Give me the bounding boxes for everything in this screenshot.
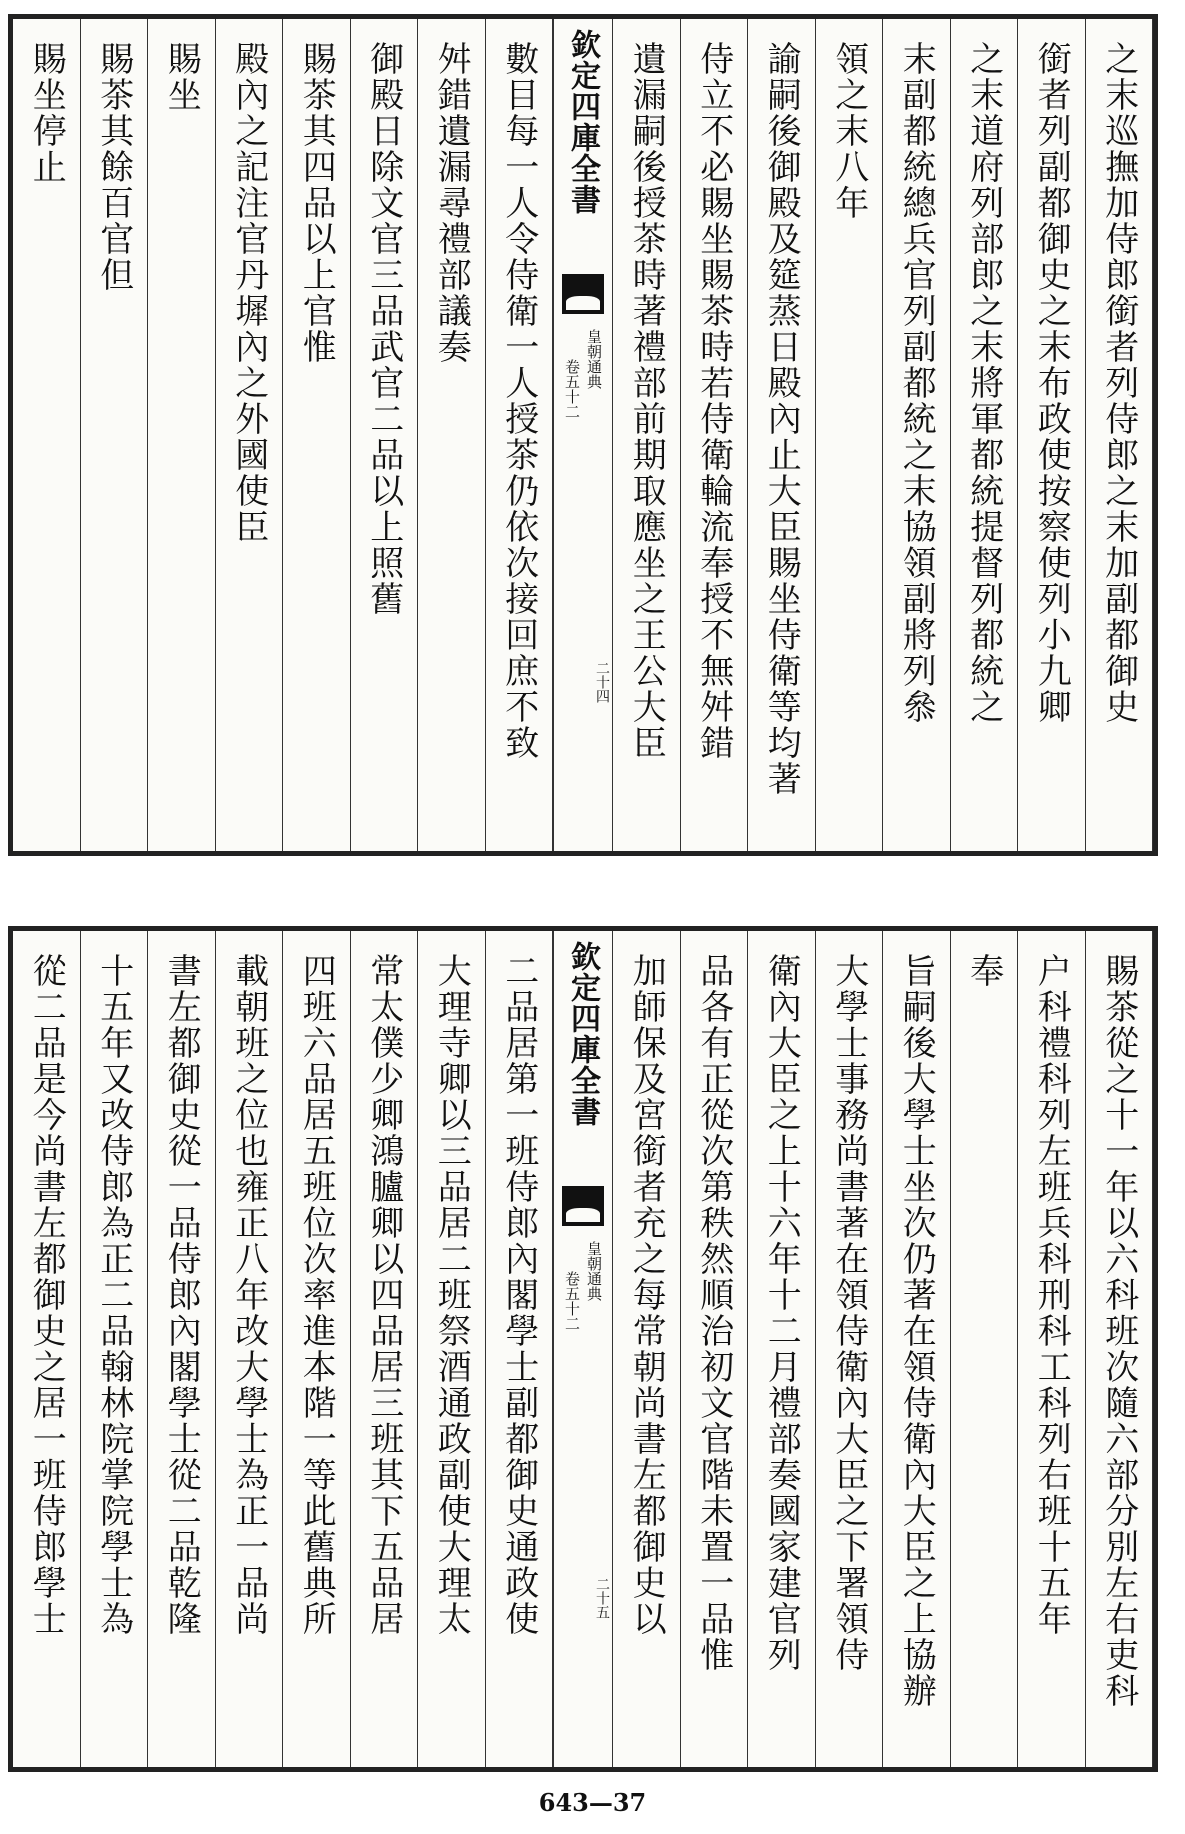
column-text: 之末道府列部郎之末將軍都統提督列都統之: [963, 41, 1004, 725]
text-column: [748, 931, 816, 1767]
column-text: 賜茶其餘百官但: [93, 41, 134, 293]
center-fold: [553, 931, 613, 1767]
text-column: [283, 19, 351, 851]
volume-number: 卷五十二: [563, 1271, 581, 1331]
column-text: 書左都御史從一品侍郎內閣學士從二品乾隆: [161, 953, 202, 1637]
text-column: [81, 931, 149, 1767]
text-column: [283, 931, 351, 1767]
column-text: 御殿日除文官三品武官二品以上照舊: [363, 41, 404, 617]
text-column: [81, 19, 149, 851]
column-text: 品各有正從次第秩然順治初文官階未置一品惟: [693, 953, 734, 1673]
text-column: [816, 19, 884, 851]
text-column: [418, 931, 486, 1767]
column-text: 舛錯遺漏尋禮部議奏: [431, 41, 472, 365]
text-column: [486, 931, 554, 1767]
text-column: [148, 19, 216, 851]
text-column: [1086, 931, 1154, 1767]
center-fold: [553, 19, 613, 851]
column-text: 數目每一人令侍衛一人授茶仍依次接回庶不致: [498, 41, 539, 761]
column-text: 從二品是今尚書左都御史之居一班侍郎學士: [26, 953, 67, 1637]
text-column: [951, 19, 1019, 851]
text-column: [681, 19, 749, 851]
column-text: 衛內大臣之上十六年十二月禮部奏國家建官列: [761, 953, 802, 1673]
column-text: 諭嗣後御殿及筵蒸日殿內止大臣賜坐侍衛等均著: [761, 41, 802, 797]
text-column: [148, 931, 216, 1767]
folio-number: 643—37: [538, 1788, 647, 1817]
column-text: 之末巡撫加侍郎銜者列侍郎之末加副都御史: [1098, 41, 1139, 725]
leaf-number: 二十五: [594, 1577, 610, 1619]
text-column: [216, 19, 284, 851]
text-column: [748, 19, 816, 851]
column-text: 賜坐: [161, 41, 202, 113]
bottom-page: [8, 926, 1158, 1772]
column-text: 加師保及宮銜者充之每常朝尚書左都御史以: [626, 953, 667, 1637]
column-text: 殿內之記注官丹墀內之外國使臣: [228, 41, 269, 545]
book-title: 皇朝通典: [585, 1241, 603, 1301]
text-column: [951, 931, 1019, 1767]
volume-number: 卷五十二: [563, 359, 581, 419]
column-text: 遺漏嗣後授茶時著禮部前期取應坐之王公大臣: [626, 41, 667, 761]
text-column: [816, 931, 884, 1767]
column-text: 常太僕少卿鴻臚卿以四品居三班其下五品居: [363, 953, 404, 1637]
column-text: 四班六品居五班位次率進本階一等此舊典所: [296, 953, 337, 1637]
text-column: [13, 19, 81, 851]
center-title: 欽定四庫全書: [565, 941, 600, 1127]
text-column: [418, 19, 486, 851]
column-text: 領之末八年: [828, 41, 869, 221]
column-text: 旨嗣後大學士坐次仍著在領侍衛內大臣之上協辦: [896, 953, 937, 1709]
text-column: [1086, 19, 1154, 851]
text-column: [13, 931, 81, 1767]
leaf-number: 二十四: [594, 661, 610, 703]
column-text: 二品居第一班侍郎內閣學士副都御史通政使: [498, 953, 539, 1637]
column-text: 末副都統總兵官列副都統之末協領副將列叅: [896, 41, 937, 725]
text-column: [351, 19, 419, 851]
text-column: [1018, 19, 1086, 851]
text-column: [681, 931, 749, 1767]
column-text: 賜茶其四品以上官惟: [296, 41, 337, 365]
column-text: 侍立不必賜坐賜茶時若侍衛輪流奉授不無舛錯: [693, 41, 734, 761]
text-column: [613, 931, 681, 1767]
column-text: 賜坐停止: [26, 41, 67, 185]
center-title: 欽定四庫全書: [565, 29, 600, 215]
column-text: 載朝班之位也雍正八年改大學士為正一品尚: [228, 953, 269, 1637]
column-text: 户科禮科列左班兵科刑科工科列右班十五年: [1031, 953, 1072, 1637]
column-text: 大學士事務尚書著在領侍衛內大臣之下署領侍: [828, 953, 869, 1673]
text-column: [883, 19, 951, 851]
column-text: 大理寺卿以三品居二班祭酒通政副使大理太: [431, 953, 472, 1637]
text-column: [613, 19, 681, 851]
column-text: 銜者列副都御史之末布政使按察使列小九卿: [1031, 41, 1072, 725]
text-column: [883, 931, 951, 1767]
text-column: [216, 931, 284, 1767]
top-page: [8, 14, 1158, 856]
book-title: 皇朝通典: [585, 329, 603, 389]
text-column: [351, 931, 419, 1767]
fish-tail-mark: [562, 1186, 604, 1226]
column-text: 奉: [963, 953, 1004, 989]
column-text: 賜茶從之十一年以六科班次隨六部分別左右吏科: [1098, 953, 1139, 1709]
fish-tail-mark: [562, 274, 604, 314]
text-column: [1018, 931, 1086, 1767]
column-text: 十五年又改侍郎為正二品翰林院掌院學士為: [93, 953, 134, 1637]
text-column: [486, 19, 554, 851]
